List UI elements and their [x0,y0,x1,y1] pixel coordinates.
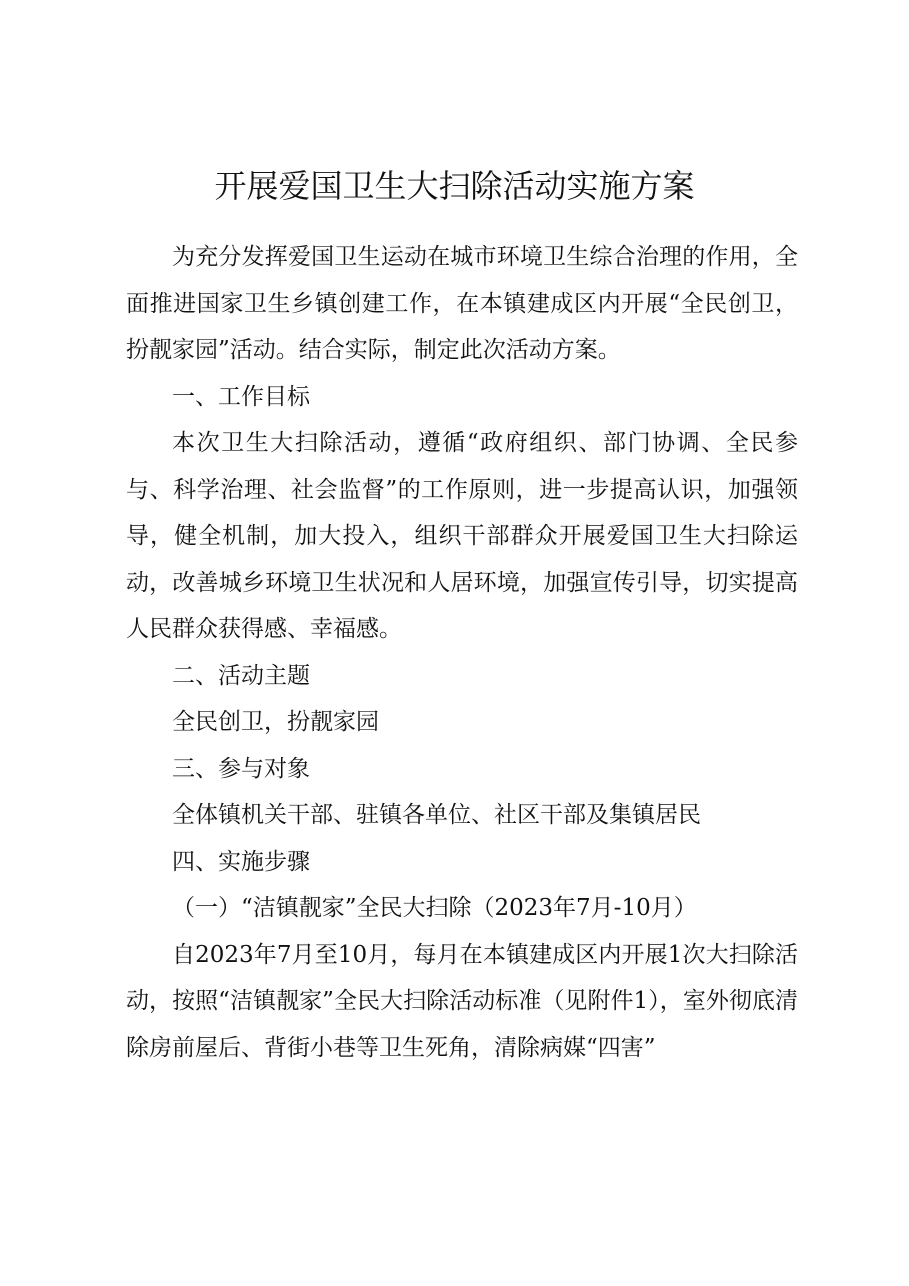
step1-paragraph: 自2023年7月至10月，每月在本镇建成区内开展1次大扫除活动，按照“洁镇靓家”全民大扫除活动标准（见附件1），室外彻底清除房前屋后、背街小巷等卫生死角，清除病媒“四害” [126,941,798,1061]
theme-paragraph: 全民创卫，扮靓家园 [172,709,379,735]
goals-paragraph: 本次卫生大扫除活动，遵循“政府组织、部门协调、全民参与、科学治理、社会监督”的工作原则，进一步提高认识，加强领导，健全机制，加大投入，组织干部群众开展爱国卫生大扫除运动，改善城乡环境卫生状况和人居环境，加强宣传引导，切实提高人民群众获得感、幸福感。 [126,430,798,642]
participants-paragraph: 全体镇机关干部、驻镇各单位、社区干部及集镇居民 [172,802,701,828]
section-heading-participants: 三、参与对象 [172,755,310,782]
step1-heading: （一）“洁镇靓家”全民大扫除（2023年7月-10月） [172,895,697,921]
document-title: 开展爱国卫生大扫除活动实施方案 [214,167,695,205]
section-heading-goals: 一、工作目标 [172,383,310,410]
section-heading-theme: 二、活动主题 [172,662,310,689]
intro-paragraph: 为充分发挥爱国卫生运动在城市环境卫生综合治理的作用，全面推进国家卫生乡镇创建工作，在本镇建成区内开展“全民创卫，扮靓家园”活动。结合实际，制定此次活动方案。 [126,244,798,363]
section-heading-steps: 四、实施步骤 [172,848,310,875]
document-body [126,234,798,1071]
